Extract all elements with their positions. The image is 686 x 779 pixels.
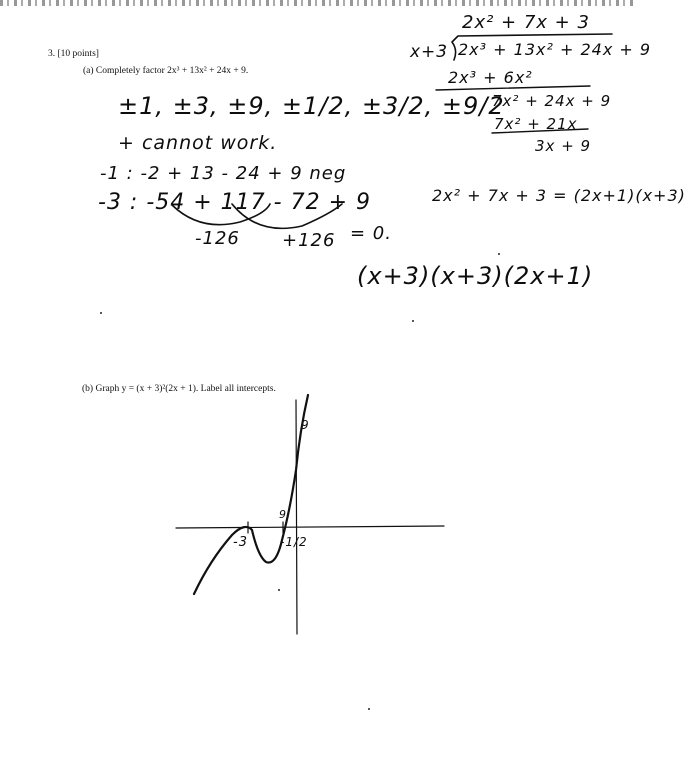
- sum-arc-right: [232, 204, 342, 228]
- sum-left: -126: [195, 228, 240, 249]
- division-underline-2: [492, 129, 588, 133]
- part-b-prompt: (b) Graph y = (x + 3)²(2x + 1). Label all intercepts.: [82, 384, 276, 394]
- stray-mark: [412, 320, 414, 322]
- division-quotient: 2x² + 7x + 3: [462, 12, 590, 33]
- final-factored-answer: (x+3)(x+3)(2x+1): [357, 262, 594, 290]
- division-divisor: x+3: [410, 42, 449, 62]
- division-dividend: 2x³ + 13x² + 24x + 9: [458, 40, 652, 59]
- x-axis: [176, 526, 444, 528]
- x-intercept-neg-half-label: -1/2: [280, 535, 308, 549]
- division-step-2: 7x² + 21x: [494, 115, 578, 133]
- rational-root-candidates: ±1, ±3, ±9, ±1/2, ±3/2, ±9/2: [118, 92, 505, 120]
- stray-mark: [498, 253, 500, 255]
- note-plus-cannot-work: + cannot work.: [118, 132, 278, 154]
- problem-heading: 3. [10 points]: [48, 49, 99, 59]
- stray-mark: [100, 312, 102, 314]
- equals-zero: = 0.: [350, 223, 392, 244]
- division-remainder-2: 3x + 9: [535, 137, 592, 155]
- stray-mark: [368, 708, 370, 710]
- part-a-prompt: (a) Completely factor 2x³ + 13x² + 24x + 9.: [83, 66, 249, 76]
- function-curve: [194, 395, 308, 594]
- y-axis: [296, 400, 297, 634]
- sum-right: +126: [282, 230, 336, 251]
- division-underline-1: [436, 86, 590, 90]
- division-remainder-1: 7x² + 24x + 9: [492, 92, 612, 110]
- quadratic-factorization: 2x² + 7x + 3 = (2x+1)(x+3): [432, 186, 686, 205]
- near-axis-label: 9: [279, 508, 287, 521]
- division-step-1: 2x³ + 6x²: [448, 68, 533, 87]
- stray-mark: [278, 589, 280, 591]
- x-intercept-neg-three-label: -3: [233, 535, 248, 550]
- sum-arc-left: [172, 204, 270, 225]
- trial-minus-one: -1 : -2 + 13 - 24 + 9 neg: [100, 163, 347, 184]
- y-intercept-label: 9: [301, 418, 310, 432]
- trial-minus-three: -3 : -54 + 117 - 72 + 9: [98, 190, 372, 215]
- division-bracket: [452, 34, 612, 60]
